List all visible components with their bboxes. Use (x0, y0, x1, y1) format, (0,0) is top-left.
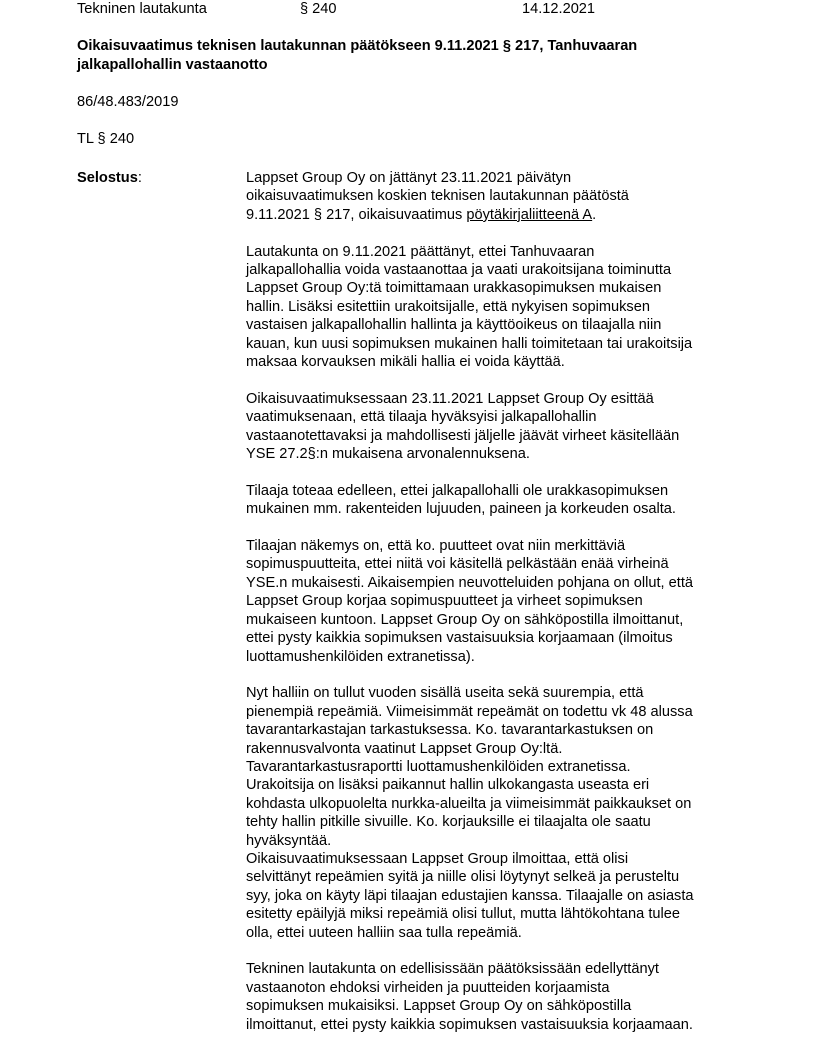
text-line: kohdasta ulkopuolelta nurkka-alueilta ja viimeisimmät paikkaukset on (246, 795, 692, 812)
header-section: § 240 (300, 1, 337, 17)
text-line: rakennusvalvonta vaatinut Lappset Group Oy:ltä. (246, 740, 563, 757)
text-line: selvittänyt repeämien syitä ja niille olisi löytynyt selkeä ja perusteltu (246, 869, 680, 886)
selostus-label (77, 169, 142, 187)
text-line: hyväksyntää. (246, 832, 332, 849)
selostus-body (246, 169, 746, 1034)
text-line: YSE.n mukaisesti. Aikaisempien neuvotteluiden pohjana on ollut, että (246, 574, 694, 591)
text-line: mukaiseen kuntoon. Lappset Group Oy on sähköpostilla ilmoittanut, (246, 611, 684, 628)
text-line: sopimuspuutteita, ettei niitä voi käsitellä pelkästään enää virheinä (246, 556, 669, 573)
text-line: Tavarantarkastusraportti luottamushenkilöiden extranetissa. (246, 758, 631, 775)
text-fragment: 9.11.2021 § 217, oikaisuvaatimus (246, 206, 467, 223)
text-line: Tilaaja toteaa edelleen, ettei jalkapallohalli ole urakkasopimuksen (246, 482, 669, 499)
text-line: vastaanoton ehdoksi virheiden ja puutteiden korjaamista (246, 979, 610, 996)
text-fragment: . (592, 206, 597, 223)
title-line: Oikaisuvaatimus teknisen lautakunnan päätökseen 9.11.2021 § 217, Tanhuvaaran (77, 38, 638, 54)
text-line: hallin. Lisäksi esitettiin urakoitsijalle, että nykyisen sopimuksen (246, 298, 650, 315)
text-line: syy, joka on käyty läpi tilaajan edustajien kanssa. Tilaajalle on asiasta (246, 887, 694, 904)
document-title (77, 37, 727, 75)
text-line (246, 206, 746, 224)
text-line: Lappset Group Oy on jättänyt 23.11.2021 päivätyn (246, 170, 572, 186)
section-reference: TL § 240 (77, 131, 135, 147)
text-line: Nyt halliin on tullut vuoden sisällä useita sekä suurempia, että (246, 685, 644, 702)
header-date: 14.12.2021 (522, 1, 596, 17)
attachment-link[interactable]: pöytäkirjaliitteenä A (466, 206, 593, 223)
text-line: luottamushenkilöiden extranetissa). (246, 648, 475, 665)
text-line: tavarantarkastajan tarkastuksessa. Ko. tavarantarkastuksen on (246, 722, 654, 739)
text-line: Tilaajan näkemys on, että ko. puutteet ovat niin merkittäviä (246, 538, 626, 555)
text-line: vastaisen jalkapallohallin hallinta ja käyttöoikeus on tilaajalla niin (246, 317, 662, 334)
text-line: pienempiä repeämiä. Viimeisimmät repeämät on todettu vk 48 alussa (246, 703, 693, 720)
selostus-label-text: Selostus (77, 170, 138, 186)
text-line: mukainen mm. rakenteiden lujuuden, paineen ja korkeuden osalta. (246, 501, 676, 518)
selostus-label-colon: : (137, 170, 142, 186)
text-line: sopimuksen mukaisiksi. Lappset Group Oy on sähköpostilla (246, 998, 632, 1015)
title-line: jalkapallohallin vastaanotto (77, 57, 268, 73)
text-line: Lappset Group Oy:tä toimittamaan urakkasopimuksen mukaisen (246, 280, 662, 297)
text-line: oikaisuvaatimuksen koskien teknisen lautakunnan päätöstä (246, 188, 629, 205)
reference-number: 86/48.483/2019 (77, 94, 179, 110)
text-line: YSE 27.2§:n mukaisena arvonalennuksena. (246, 446, 530, 463)
text-line: Oikaisuvaatimuksessaan Lappset Group ilmoittaa, että olisi (246, 850, 629, 867)
text-line: maksaa korvauksen mikäli hallia ei voida käyttää. (246, 354, 565, 371)
text-line: Lappset Group korjaa sopimuspuutteet ja virheet sopimuksen (246, 593, 643, 610)
text-line: ettei pysty kaikkia sopimuksen vastaisuuksia korjaamaan (ilmoitus (246, 630, 673, 647)
text-line: vastaanotettavaksi ja mahdollisesti jäljelle jäävät virheet käsitellään (246, 427, 680, 444)
text-line: vaatimuksenaan, että tilaaja hyväksyisi jalkapallohallin (246, 409, 597, 426)
text-line: olla, ettei uuteen halliin saa tulla repeämiä. (246, 924, 522, 941)
text-line: jalkapallohallia voida vastaanottaa ja vaati urakoitsijana toiminutta (246, 262, 672, 279)
header-organization: Tekninen lautakunta (77, 1, 207, 17)
text-line: Lautakunta on 9.11.2021 päättänyt, ettei Tanhuvaaran (246, 243, 595, 260)
text-line: tehty hallin pitkille sivuille. Ko. korjauksille ei tilaajalta ole saatu (246, 814, 651, 831)
text-line: esitetty epäilyjä miksi repeämiä olisi tullut, mutta lähtökohtana tulee (246, 906, 680, 923)
text-line: ilmoittanut, ettei pysty kaikkia sopimuksen vastaisuuksia korjaamaan. (246, 1016, 693, 1033)
text-line: kauan, kun uusi sopimuksen mukainen halli toimitetaan tai urakoitsija (246, 335, 693, 352)
text-line: Tekninen lautakunta on edellisissään päätöksissään edellyttänyt (246, 961, 659, 978)
text-line: Urakoitsija on lisäksi paikannut hallin ulkokangasta useasta eri (246, 777, 650, 794)
document-header (0, 0, 816, 18)
text-line: Oikaisuvaatimuksessaan 23.11.2021 Lappset Group Oy esittää (246, 390, 654, 407)
